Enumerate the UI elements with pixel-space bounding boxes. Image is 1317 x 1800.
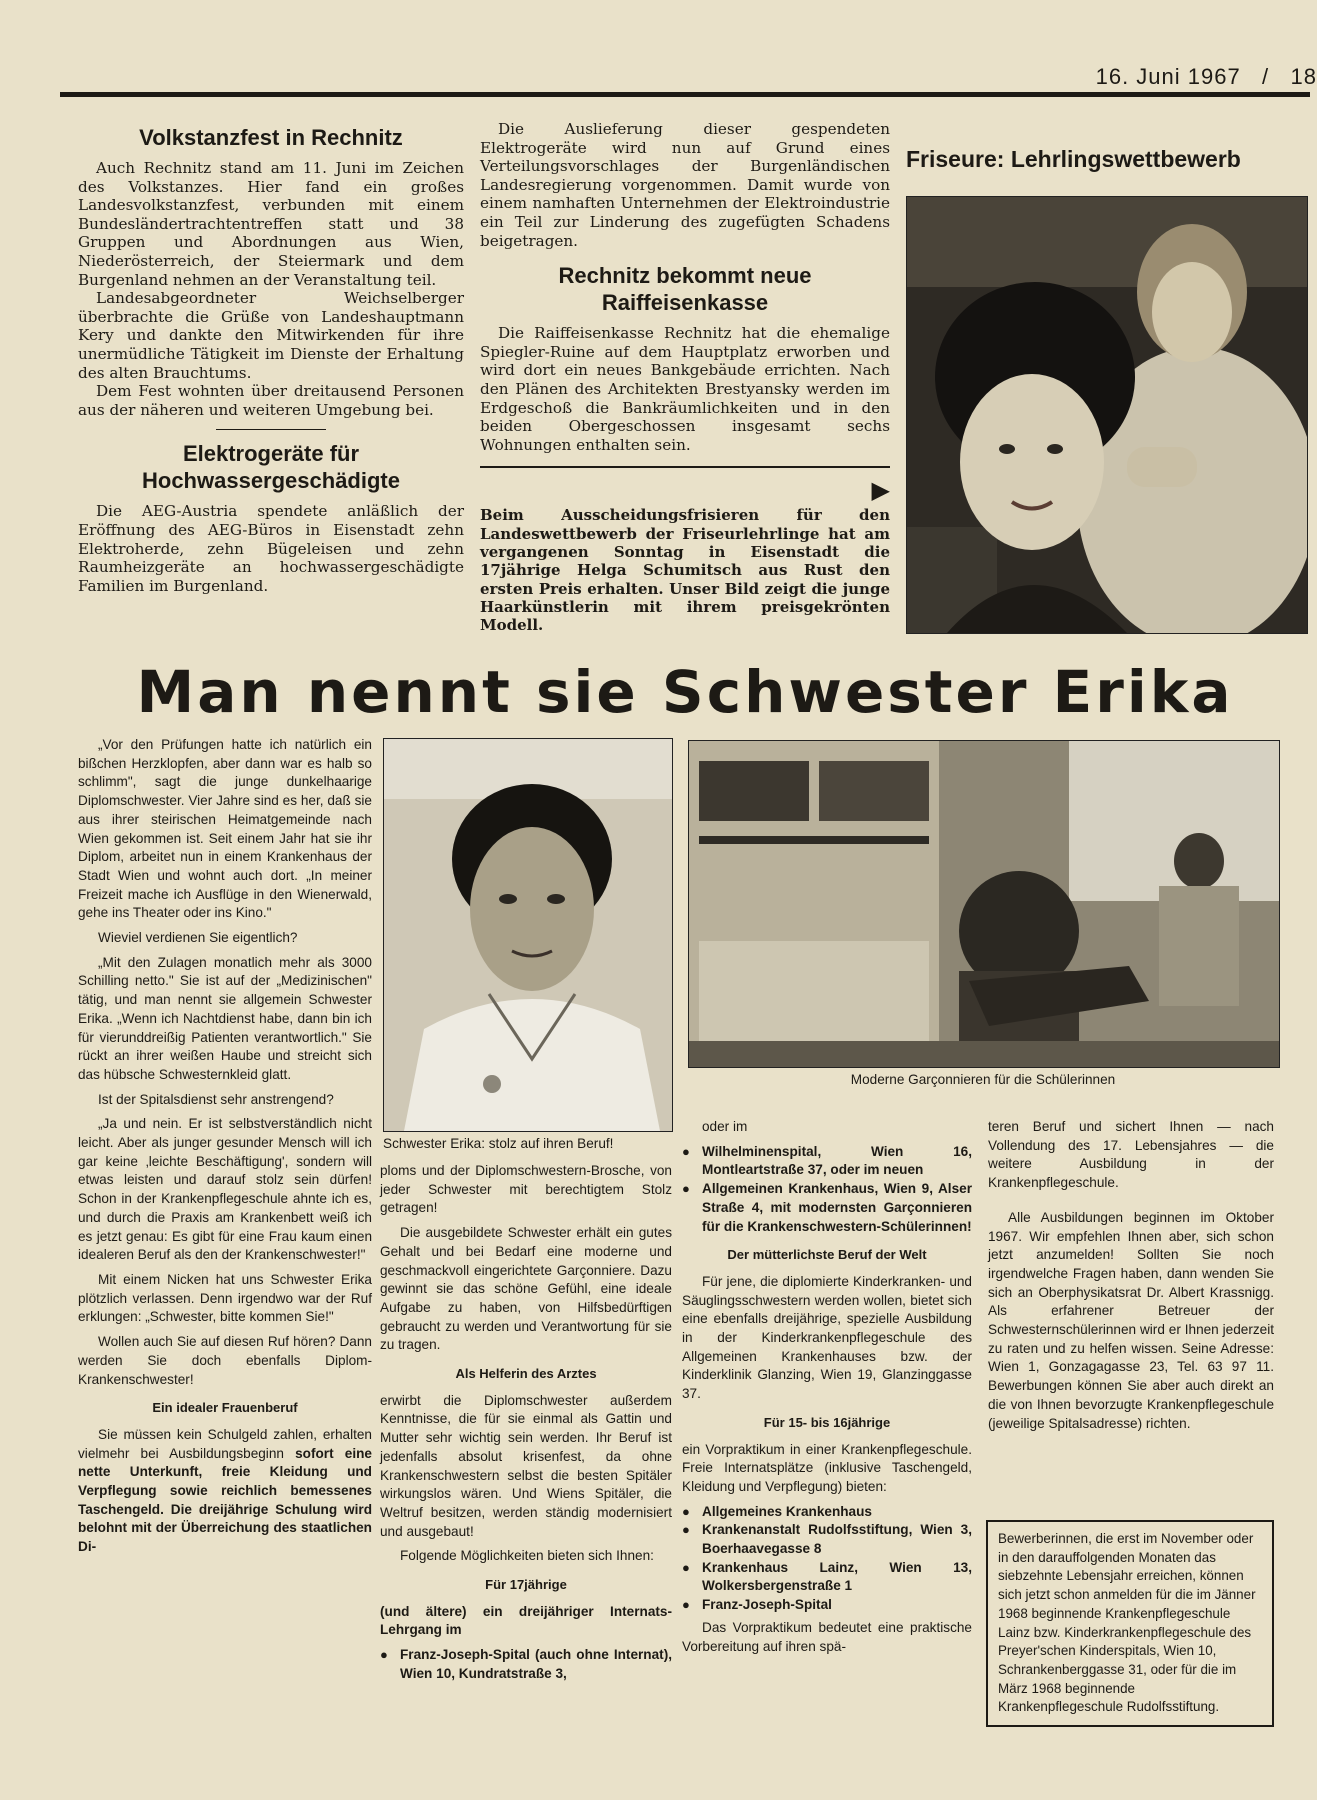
page-header [1096, 64, 1317, 90]
header-separator: / [1262, 64, 1270, 89]
hospital-list [682, 1143, 972, 1237]
main-column-4 [988, 1118, 1274, 1439]
main-paragraph: „Vor den Prüfungen hatte ich natürlich ein bißchen Herzklopfen, aber dann war es halb so schlimm", sagt die junge dunkelhaarige Diplomschwester. Vier Jahre sind es her, daß sie aus ihrer steirischen Heimatgemeinde nach Wien gekommen ist. Seit einem Jahr hat sie ihr Diplom, arbeitet nun in einem Krankenhaus der Stadt Wien und wohnt auch dort. „In meiner Freizeit mache ich Ausflüge in den Wienerwald, gehe ins Theater oder ins Kino." [78, 737, 372, 921]
main-paragraph: Wollen auch Sie auf diesen Ruf hören? Dann werden Sie doch ebenfalls Diplom-Krankenschwester! [78, 1334, 372, 1387]
list-item: ● Allgemeines Krankenhaus [682, 1503, 972, 1522]
main-paragraph [78, 1426, 372, 1557]
main-paragraph: Folgende Möglichkeiten bieten sich Ihnen: [400, 1548, 654, 1564]
main-paragraph: Die ausgebildete Schwester erhält ein gutes Gehalt und bei Bedarf eine moderne und geschmackvoll eingerichtete Garçonniere. Dazu gewinnt sie das schöne Gefühl, eine ideale Aufgabe zu haben, von Hilfsbedürftigen gebraucht zu werden und Verantwortung für sie zu tragen. [380, 1225, 672, 1353]
article-divider [216, 429, 326, 430]
header-rule [60, 92, 1310, 97]
main-paragraph: Für jene, die diplomierte Kinderkranken- und Säuglingsschwestern werden wollen, bietet sich eine ebenfalls dreijährige, spezielle Ausbildung in der Kinderkrankenpflegeschule des Allgemeinen Krankenhauses bzw. der Kinderklinik Glanzing, Wien 19, Glanzinggasse 37. [682, 1273, 972, 1402]
main-paragraph: Mit einem Nicken hat uns Schwester Erika plötzlich verlassen. Denn irgendwo war der Ruf erklungen: „Schwester, bitte kommen Sie!" [78, 1271, 372, 1325]
main-paragraph: Alle Ausbildungen beginnen im Oktober 1967. Wir empfehlen Ihnen aber, sich schon jetzt anzumelden! Sollten Sie noch irgendwelche Fragen haben, dann wenden Sie sich an Oberphysikatsrat Dr. Albert Krassnigg. Als erfahrener Betreuer der Schwesternschülerinnen wird er Ihnen jederzeit zu raten und zu helfen wissen. Seine Adresse: Wien 1, Gonzagagasse 23, Tel. 63 97 11. Bewerbungen können Sie aber auch direkt an die von Ihnen bevorzugte Krankenpflegeschule (jeweilige Spitalsadresse) richten. [988, 1209, 1274, 1431]
main-paragraph: Das Vorpraktikum bedeutet eine praktische Vorbereitung auf ihren spä- [682, 1619, 972, 1654]
friseur-photo-caption: Beim Ausscheidungsfrisieren für den Landeswettbewerb der Friseurlehrlinge hat am vergangenen Sonntag in Eisenstadt die 17jährige Helga Schumitsch aus Rust den ersten Preis erhalten. Unser Bild zeigt die junge Haarkünstlerin mit ihrem preisgekrönten Modell. [480, 506, 890, 635]
raiffeisen-paragraph: Die Raiffeisenkasse Rechnitz hat die ehemalige Spiegler-Ruine auf dem Hauptplatz erworben und wird dort ein neues Bankgebäude errichten. Nach den Plänen des Architekten Brestyansky werden im Erdgeschoß die Bankräumlichkeiten und in den beiden Obergeschossen insgesamt sechs Wohnungen enthalten sein. [480, 324, 890, 454]
subheading-15-16jaehrige: Für 15- bis 16jährige [763, 1414, 891, 1430]
hospital-list [380, 1646, 672, 1683]
nurse-photo-caption: Schwester Erika: stolz auf ihren Beruf! [383, 1136, 614, 1151]
main-paragraph: teren Beruf und sichert Ihnen — nach Vollendung des 17. Lebensjahres — die weitere Ausbildung in der Krankenpflegeschule. [988, 1119, 1274, 1191]
article-divider [480, 466, 890, 468]
friseure-headline: Friseure: Lehrlingswettbewerb [906, 146, 1241, 172]
main-headline: Man nennt sie Schwester Erika [136, 658, 1234, 726]
volkstanz-paragraph: Auch Rechnitz stand am 11. Juni im Zeichen des Volkstanzes. Hier fand ein großes Landesvolkstanzfest, verbunden mit einem Bundesländertrachtentreffen statt und 38 Gruppen und Abordnungen aus Wien, Niederösterreich, der Steiermark und dem Burgenland nehmen an der Veranstaltung teil. [78, 159, 464, 289]
subheading-idealer-frauenberuf: Ein idealer Frauenberuf [152, 1400, 298, 1416]
main-paragraph: ein Vorpraktikum in einer Krankenpflegeschule. Freie Internatsplätze (inklusive Taschengeld, Kleidung und Verpflegung) bieten: [682, 1441, 972, 1494]
list-item: ● Franz-Joseph-Spital [682, 1596, 972, 1615]
nurse-photo [383, 738, 673, 1132]
nurse-photo-image [384, 739, 672, 1131]
subheading-helferin: Als Helferin des Arztes [455, 1366, 597, 1382]
main-paragraph: oder im [702, 1119, 748, 1134]
subheading-muetterlichste: Der mütterlichste Beruf der Welt [727, 1247, 927, 1263]
elektro-paragraph-continued: Die Auslieferung dieser gespendeten Elektrogeräte wird nun auf Grund eines Verteilungsvorschlages der Burgenländischen Landesregierung vorgenommen. Damit wurde von einem namhaften Unternehmen der Elektroindustrie ein Teil zur Linderung des zugefügten Schadens beigetragen. [480, 120, 890, 250]
main-column-2 [380, 1162, 672, 1688]
list-item: ● Franz-Joseph-Spital (auch ohne Internat), Wien 10, Kundratstraße 3, [380, 1646, 672, 1683]
application-note-box [986, 1520, 1274, 1727]
text-span: Sie müssen kein Schulgeld zahlen, erhalten vielmehr bei Ausbildungsbeginn [78, 1426, 372, 1461]
main-question: Ist der Spitalsdienst sehr anstrengend? [98, 1091, 334, 1107]
list-item: ● Krankenhaus Lainz, Wien 13, Wolkersbergenstraße 1 [682, 1559, 972, 1596]
main-question: Wieviel verdienen Sie eigentlich? [98, 930, 298, 946]
volkstanz-paragraph: Dem Fest wohnten über dreitausend Personen aus der näheren und weiteren Umgebung bei. [78, 382, 464, 419]
volkstanz-headline: Volkstanzfest in Rechnitz [139, 125, 403, 150]
list-item: ● Krankenanstalt Rudolfsstiftung, Wien 3, Boerhaavegasse 8 [682, 1521, 972, 1558]
elektro-paragraph: Die AEG-Austria spendete anläßlich der Eröffnung des AEG-Büros in Eisenstadt zehn Elektroherde, zehn Bügeleisen und zehn Raumheizgeräte an hochwassergeschädigte Familien im Burgenland. [78, 502, 464, 595]
main-paragraph: „Ja und nein. Er ist selbstverständlich nicht leicht. Aber als junger gesunder Mensch will ich gar keine ‚leichte Beschäftigung', sondern will etwas leisten und darauf stolz sein dürfen! Schon in der Krankenpflegeschule ahnte ich es, und durch die Praxis am Krankenbett weiß ich es jetzt genau: Es gibt für eine Frau kaum einen idealeren Beruf als den der Krankenschwester!" [78, 1116, 372, 1263]
page-number: 18 [1290, 64, 1317, 89]
main-column-3 [682, 1118, 972, 1662]
elektro-headline: Elektrogeräte für Hochwassergeschädigte [142, 441, 400, 494]
issue-date: 16. Juni 1967 [1095, 64, 1241, 89]
box-text: Bewerberinnen, die erst im November oder in den darauffolgenden Monaten das siebzehnte Lebensjahr erreichen, können sich jetzt schon anmelden für die im Jänner 1968 beginnende Krankenpflegeschule Lainz bzw. Kinderkrankenpflegeschule des Preyer'schen Kinderspitals, Wien 10, Schrankenberggasse 31, oder für die im März 1968 beginnende Krankenpflegeschule Rudolfsstiftung. [998, 1531, 1256, 1715]
list-item: ● Allgemeinen Krankenhaus, Wien 9, Alser Straße 4, mit modernsten Garçonnieren für die Krankenschwestern-Schülerinnen! [682, 1180, 972, 1236]
friseur-photo-image [907, 197, 1307, 633]
column-middle-top [480, 120, 890, 634]
arrow-right-icon: ▶ [871, 476, 890, 505]
main-paragraph: ploms und der Diplomschwestern-Brosche, von jeder Schwester mit berechtigtem Stolz getragen! [380, 1163, 672, 1216]
raiffeisen-headline: Rechnitz bekommt neue Raiffeisenkasse [558, 263, 812, 316]
main-paragraph: „Mit den Zulagen monatlich mehr als 3000 Schilling netto." Sie ist auf der „Medizinischen" tätig, und man nennt sie allgemein Schwester Erika. „Wenn ich Nachtdienst habe, dann bin ich für vierunddreißig Patienten verantwortlich." Sie rückt an ihrer weißen Haube und streicht sich das hübsche Schwesternkleid glatt. [78, 954, 372, 1082]
room-photo-image [689, 741, 1279, 1067]
subheading-17jaehrige: Für 17jährige [485, 1577, 567, 1593]
hospital-list [682, 1503, 972, 1615]
room-photo-caption: Moderne Garçonnieren für die Schülerinnen [850, 1072, 1116, 1087]
main-paragraph: (und ältere) ein dreijähriger Internats-Lehrgang im [380, 1603, 672, 1638]
room-photo [688, 740, 1280, 1068]
friseur-photo [906, 196, 1308, 634]
column-left-top [78, 124, 464, 595]
main-column-1 [78, 736, 372, 1563]
volkstanz-paragraph: Landesabgeordneter Weichselberger überbrachte die Grüße von Landeshauptmann Kery und dankte den Mitwirkenden für ihre unermüdliche Tätigkeit im Dienste der Erhaltung des alten Brauchtums. [78, 289, 464, 382]
list-item: ● Wilhelminenspital, Wien 16, Montleartstraße 37, oder im neuen [682, 1143, 972, 1180]
main-paragraph: erwirbt die Diplomschwester außerdem Kenntnisse, die für sie einmal als Gattin und Mutter sehr wichtig sein werden. Ihr Beruf ist jedenfalls absolut krisenfest, da ohne Krankenschwestern selbst die besten Spitäler wirkungslos wären. Und Wiens Spitäler, die Weltruf besitzen, werden ständig modernisiert und ausgebaut! [380, 1392, 672, 1539]
bold-text-span: sofort eine nette Unterkunft, freie Kleidung und Verpflegung sowie reichlich bemessenes Taschengeld. Die dreijährige Schulung wird belohnt mit der Überreichung des staatlichen Di- [78, 1445, 372, 1555]
